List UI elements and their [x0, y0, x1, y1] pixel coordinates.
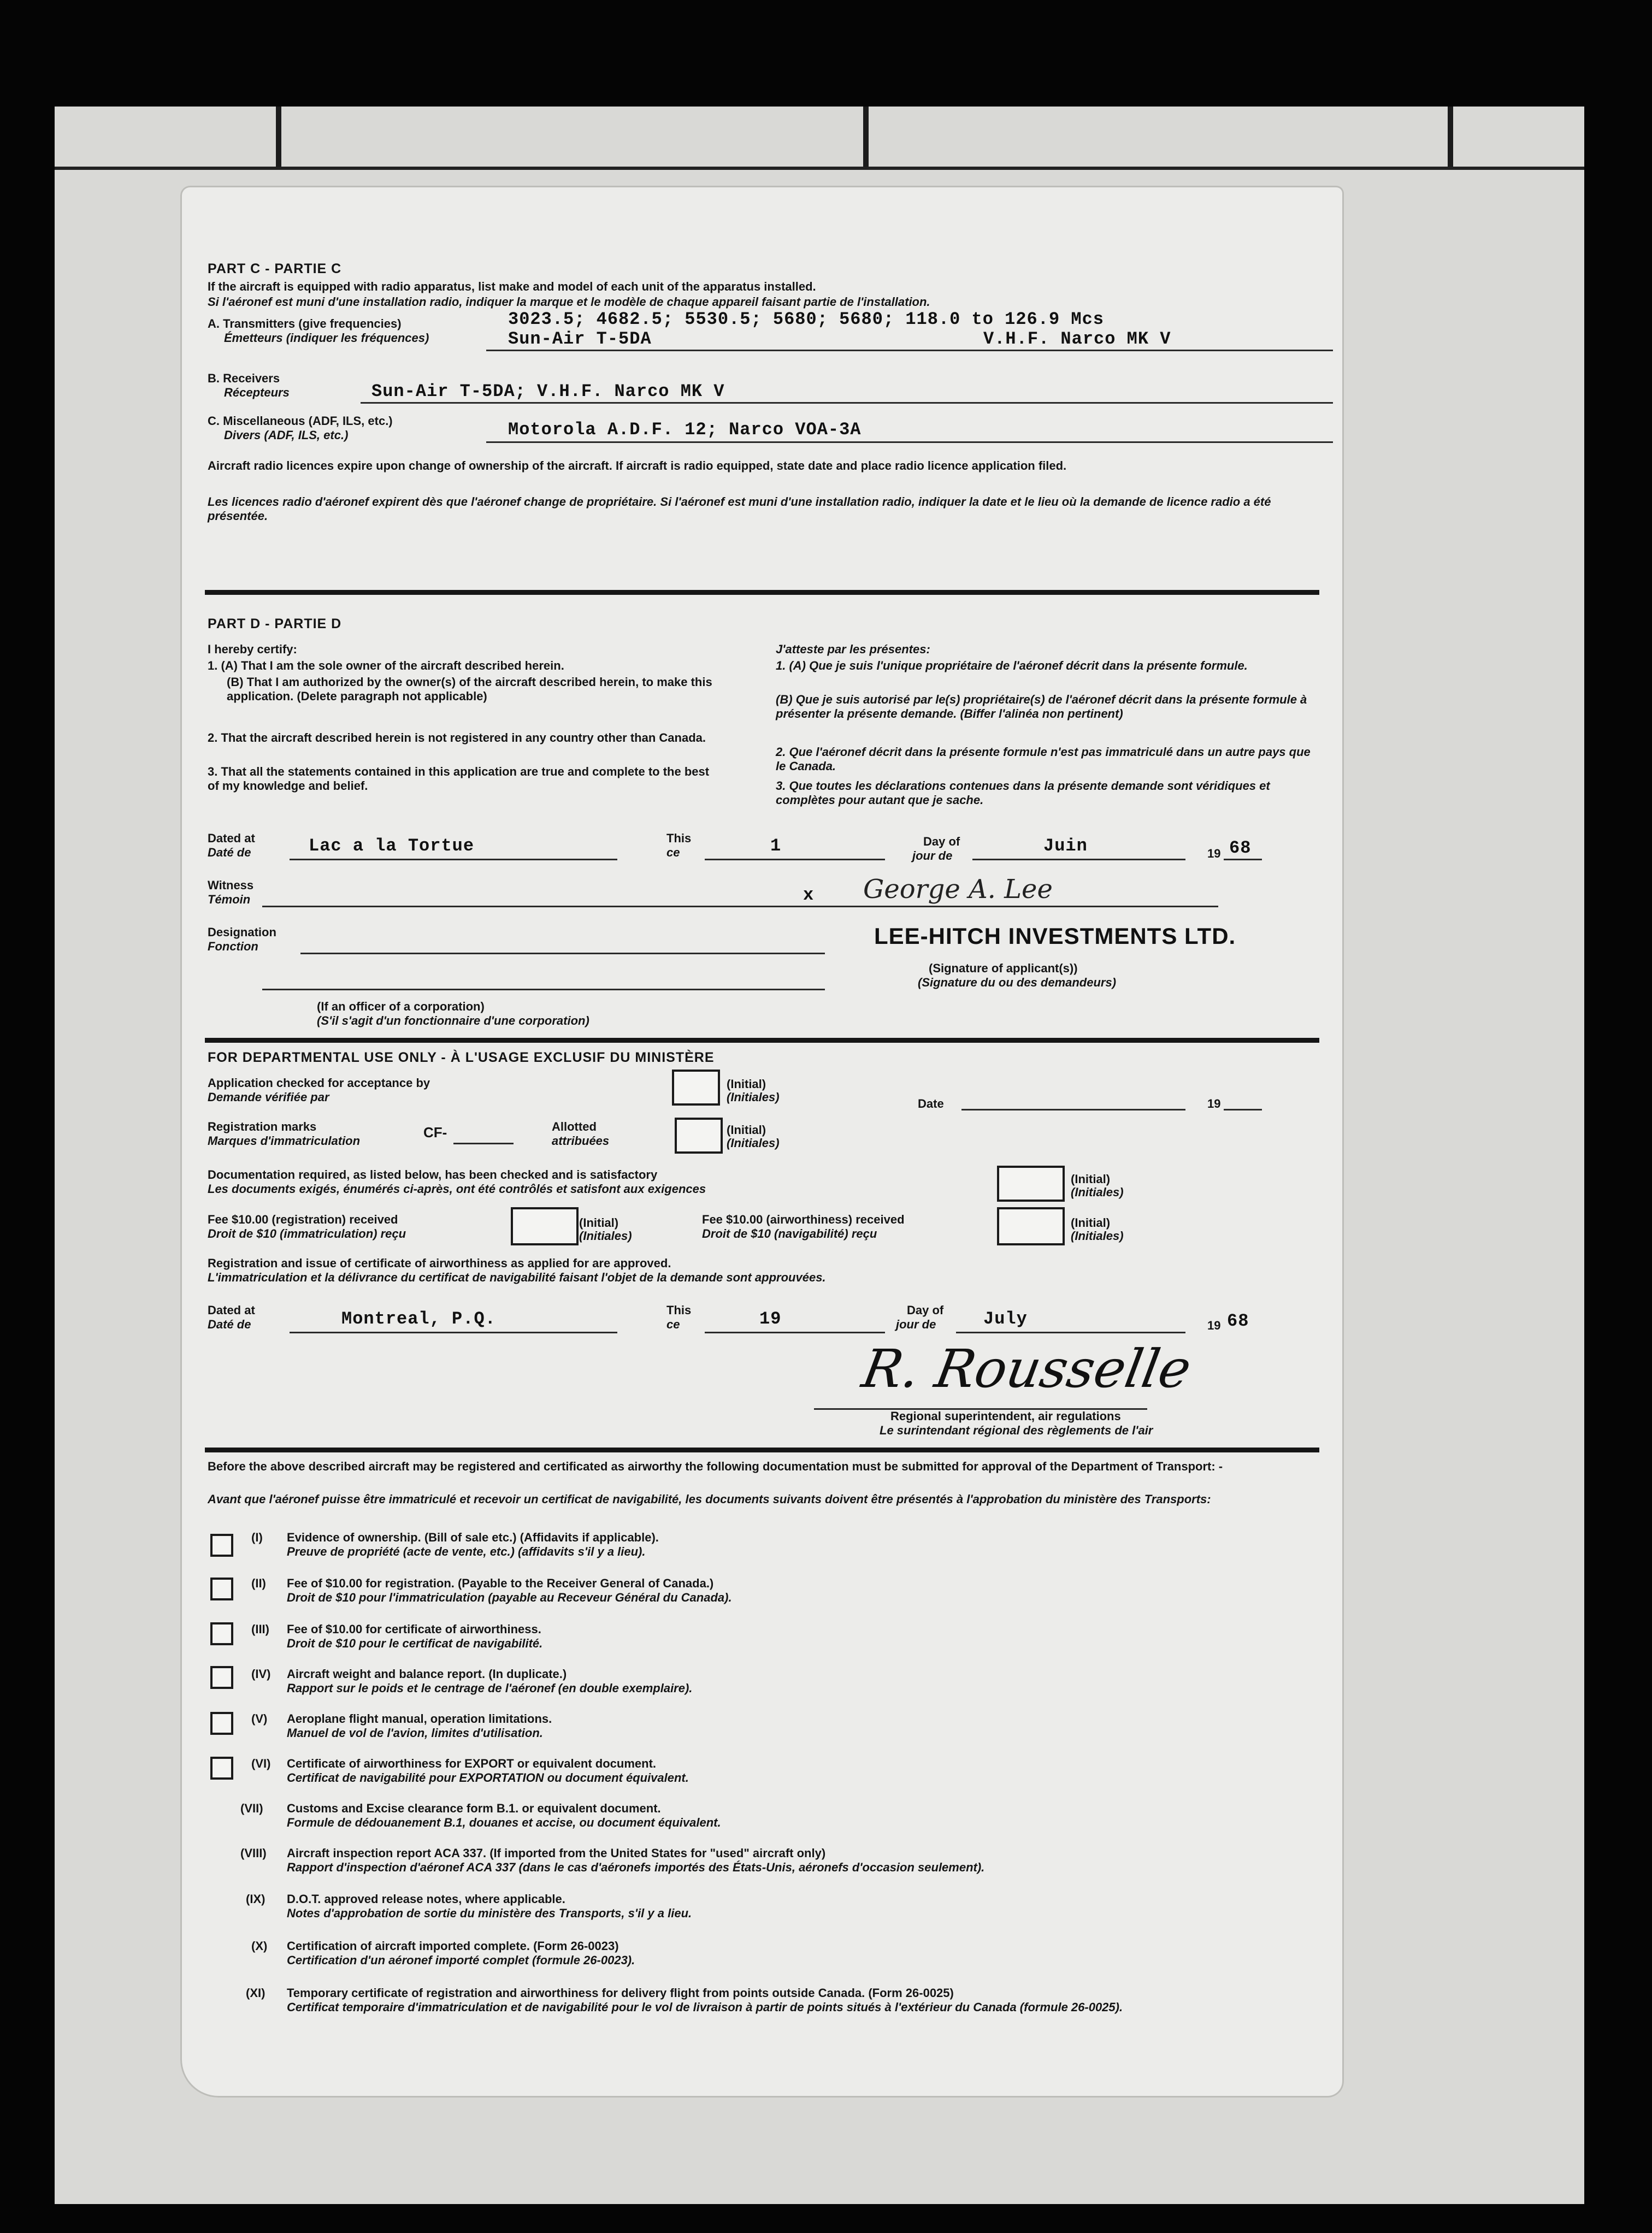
- underline: [486, 441, 1333, 443]
- underline: [1224, 1109, 1262, 1110]
- checked-label: Application checked for acceptance by: [208, 1076, 430, 1090]
- requirement-number: (VI): [251, 1757, 271, 1770]
- this-label-fr: ce: [666, 846, 680, 859]
- certify-item-fr-3: 2. Que l'aéronef décrit dans la présente formule n'est pas immatriculé dans un autre pays que le Canada.: [776, 745, 1311, 773]
- requirement-checkbox[interactable]: [210, 1757, 233, 1780]
- part-c-intro-en: If the aircraft is equipped with radio apparatus, list make and model of each unit of the apparatus installed.: [208, 280, 816, 293]
- initial-box-fee-air[interactable]: [997, 1207, 1065, 1245]
- misc-label: C. Miscellaneous (ADF, ILS, etc.): [208, 414, 393, 428]
- superintendent-signature: R. Rousselle: [858, 1338, 1196, 1399]
- initial-caption: (Initial): [727, 1077, 766, 1091]
- requirement-checkbox[interactable]: [210, 1712, 233, 1735]
- underline: [961, 1109, 1185, 1110]
- initial-caption-fr: (Initiales): [1071, 1185, 1124, 1199]
- transmitters-label-fr: Émetteurs (indiquer les fréquences): [224, 331, 429, 345]
- misc-label-fr: Divers (ADF, ILS, etc.): [224, 428, 349, 442]
- requirements-intro-en: Before the above described aircraft may be registered and certificated as airworthy the following documentation must be submitted for approval of the Department of Transport: -: [208, 1460, 1223, 1473]
- designation-label: Designation: [208, 925, 276, 939]
- certify-item-en-2: (B) That I am authorized by the owner(s) of the aircraft described herein, to make this application. (Delete paragraph not applicable): [227, 675, 712, 703]
- designation-line: [300, 953, 825, 954]
- requirement-text-en: Aircraft inspection report ACA 337. (If imported from the United States for "used" aircraft only): [287, 1846, 826, 1860]
- superintendent-caption: Regional superintendent, air regulations: [890, 1409, 1121, 1423]
- dept-dated-at-label-fr: Daté de: [208, 1318, 251, 1331]
- receivers-value: Sun-Air T-5DA; V.H.F. Narco MK V: [371, 381, 725, 401]
- transmitters-label: A. Transmitters (give frequencies): [208, 317, 402, 330]
- cf-prefix: CF-: [423, 1124, 447, 1141]
- requirement-number: (X): [251, 1939, 268, 1953]
- dept-dated-at-value: Montreal, P.Q.: [341, 1309, 496, 1329]
- dated-at-label: Dated at: [208, 831, 255, 845]
- requirement-text-en: Certificate of airworthiness for EXPORT or equivalent document.: [287, 1757, 657, 1770]
- officer-line: [262, 989, 825, 990]
- underline: [705, 859, 885, 860]
- underline: [486, 350, 1333, 351]
- fee-reg-label: Fee $10.00 (registration) received: [208, 1213, 398, 1226]
- superintendent-caption-fr: Le surintendant régional des règlements de l'air: [880, 1423, 1153, 1437]
- signature-caption-fr: (Signature du ou des demandeurs): [918, 976, 1117, 989]
- requirement-text-en: Certification of aircraft imported complete. (Form 26-0023): [287, 1939, 619, 1953]
- underline: [705, 1332, 885, 1333]
- part-c-intro-fr: Si l'aéronef est muni d'une installation radio, indiquer la marque et le modèle de chaque appareil faisant partie de l'installation.: [208, 295, 930, 309]
- underline: [1224, 859, 1262, 860]
- initial-caption-fr: (Initiales): [579, 1229, 632, 1243]
- receivers-label-fr: Récepteurs: [224, 386, 290, 399]
- date-label: Date: [918, 1097, 944, 1110]
- dept-year-prefix: 19: [1207, 1319, 1221, 1332]
- designation-label-fr: Fonction: [208, 940, 258, 953]
- certify-item-fr-4: 3. Que toutes les déclarations contenues dans la présente demande sont véridiques et complètes pour autant que je sache.: [776, 779, 1270, 807]
- application-form-page: [180, 186, 1344, 2098]
- date-year-prefix: 19: [1207, 1097, 1221, 1110]
- requirements-intro-fr: Avant que l'aéronef puisse être immatriculé et recevoir un certificat de navigabilité, les documents suivants doivent être présentés à l'approbation du ministère des Transports:: [208, 1492, 1211, 1506]
- misc-value: Motorola A.D.F. 12; Narco VOA-3A: [508, 420, 862, 440]
- dept-heading: FOR DEPARTMENTAL USE ONLY - À L'USAGE EXCLUSIF DU MINISTÈRE: [208, 1050, 715, 1065]
- initial-caption: (Initial): [727, 1123, 766, 1137]
- section-divider: [205, 590, 1319, 595]
- requirement-number: (IX): [246, 1892, 266, 1906]
- this-value: 1: [770, 836, 782, 856]
- dated-at-value: Lac a la Tortue: [309, 836, 475, 856]
- initial-caption: (Initial): [1071, 1172, 1111, 1186]
- requirement-number: (XI): [246, 1986, 266, 2000]
- reg-marks-label-fr: Marques d'immatriculation: [208, 1134, 361, 1148]
- requirement-checkbox[interactable]: [210, 1622, 233, 1645]
- part-d-heading: PART D - PARTIE D: [208, 616, 342, 631]
- underline: [361, 402, 1333, 404]
- certify-item-en-3: 2. That the aircraft described herein is not registered in any country other than Canada.: [208, 731, 706, 745]
- requirement-number: (III): [251, 1622, 269, 1636]
- dept-this-value: 19: [759, 1309, 782, 1329]
- requirement-text-fr: Certificat de navigabilité pour EXPORTATION ou document équivalent.: [287, 1771, 689, 1785]
- witness-label-fr: Témoin: [208, 893, 251, 906]
- reg-marks-label: Registration marks: [208, 1120, 317, 1133]
- requirement-text-fr: Manuel de vol de l'avion, limites d'utilisation.: [287, 1726, 543, 1740]
- requirement-text-en: Temporary certificate of registration and airworthiness for delivery flight from points outside Canada. (Form 26-0025): [287, 1986, 954, 2000]
- initial-box-docs[interactable]: [997, 1166, 1065, 1202]
- underline: [290, 1332, 617, 1333]
- frame-divider: [863, 107, 869, 167]
- dated-at-label-fr: Daté de: [208, 846, 251, 859]
- requirement-text-fr: Certification d'un aéronef importé complet (formule 26-0023).: [287, 1953, 635, 1967]
- fee-reg-label-fr: Droit de $10 (immatriculation) reçu: [208, 1227, 406, 1240]
- requirement-text-fr: Droit de $10 pour l'immatriculation (payable au Receveur Général du Canada).: [287, 1591, 732, 1604]
- dept-this-label: This: [666, 1303, 692, 1317]
- fee-air-label: Fee $10.00 (airworthiness) received: [702, 1213, 905, 1226]
- signature-caption: (Signature of applicant(s)): [929, 961, 1078, 975]
- transmitters-model: Sun-Air T-5DA: [508, 329, 652, 349]
- frame-divider: [1448, 107, 1453, 167]
- requirement-checkbox[interactable]: [210, 1578, 233, 1600]
- frame-header-strip: [55, 107, 1584, 170]
- certify-fr: J'atteste par les présentes:: [776, 642, 930, 656]
- requirement-text-fr: Notes d'approbation de sortie du ministère des Transports, s'il y a lieu.: [287, 1906, 692, 1920]
- requirement-number: (V): [251, 1712, 268, 1726]
- certify-item-fr-1: 1. (A) Que je suis l'unique propriétaire de l'aéronef décrit dans la présente formule.: [776, 659, 1248, 672]
- year-value: 68: [1229, 838, 1252, 858]
- requirement-text-en: Fee of $10.00 for registration. (Payable to the Receiver General of Canada.): [287, 1576, 714, 1590]
- this-label: This: [666, 831, 692, 845]
- section-divider: [205, 1038, 1319, 1043]
- requirement-checkbox[interactable]: [210, 1534, 233, 1557]
- underline: [956, 1332, 1185, 1333]
- certify-item-en-4: 3. That all the statements contained in this application are true and complete to the best of my knowledge and belief.: [208, 765, 710, 793]
- initial-caption: (Initial): [1071, 1216, 1111, 1230]
- transmitters-vhf-model: V.H.F. Narco MK V: [983, 329, 1171, 349]
- requirement-text-fr: Certificat temporaire d'immatriculation et de navigabilité pour le vol de livraison à partir de points situés à l'extérieur du Canada (formule 26-0025).: [287, 2000, 1123, 2014]
- day-of-label: Day of: [923, 835, 960, 848]
- signature-mark: x: [803, 885, 815, 905]
- initial-box-fee-reg[interactable]: [511, 1207, 579, 1245]
- requirement-number: (IV): [251, 1667, 271, 1681]
- dept-day-of-value: July: [983, 1309, 1028, 1329]
- underline: [972, 859, 1185, 860]
- requirement-text-fr: Preuve de propriété (acte de vente, etc.) (affidavits s'il y a lieu).: [287, 1545, 646, 1558]
- requirement-text-en: Aeroplane flight manual, operation limitations.: [287, 1712, 552, 1726]
- requirement-text-fr: Rapport d'inspection d'aéronef ACA 337 (dans le cas d'aéronefs importés des États-Unis, aéronefs d'occasion seulement).: [287, 1860, 985, 1874]
- checked-label-fr: Demande vérifiée par: [208, 1090, 329, 1104]
- day-of-value: Juin: [1043, 836, 1088, 856]
- requirement-number: (VII): [240, 1801, 263, 1815]
- requirement-text-en: D.O.T. approved release notes, where applicable.: [287, 1892, 565, 1906]
- requirement-text-fr: Droit de $10 pour le certificat de navigabilité.: [287, 1637, 543, 1650]
- initial-box-checked[interactable]: [672, 1070, 720, 1106]
- requirement-text-en: Evidence of ownership. (Bill of sale etc.) (Affidavits if applicable).: [287, 1531, 659, 1544]
- dept-dated-at-label: Dated at: [208, 1303, 255, 1317]
- requirement-text-en: Fee of $10.00 for certificate of airworthiness.: [287, 1622, 541, 1636]
- certify-item-fr-2: (B) Que je suis autorisé par le(s) propriétaire(s) de l'aéronef décrit dans la présente formule à présenter la présente demande. (Biffer l'alinéa non pertinent): [776, 693, 1307, 720]
- officer-caption-fr: (S'il s'agit d'un fonctionnaire d'une corporation): [317, 1014, 589, 1027]
- docs-checked-label-fr: Les documents exigés, énumérés ci-après, ont été contrôlés et satisfont aux exigences: [208, 1182, 706, 1196]
- dept-day-of-label: Day of: [907, 1303, 944, 1317]
- issue-approved-label: Registration and issue of certificate of airworthiness as applied for are approved.: [208, 1256, 671, 1270]
- transmitters-frequencies: 3023.5; 4682.5; 5530.5; 5680; 5680; 118.0 to 126.9 Mcs: [508, 309, 1104, 329]
- officer-caption: (If an officer of a corporation): [317, 1000, 485, 1013]
- initial-caption-fr: (Initiales): [727, 1136, 780, 1150]
- requirement-checkbox[interactable]: [210, 1666, 233, 1689]
- section-divider: [205, 1448, 1319, 1452]
- dept-this-label-fr: ce: [666, 1318, 680, 1331]
- part-c-heading: PART C - PARTIE C: [208, 261, 342, 276]
- certify-en: I hereby certify:: [208, 642, 297, 656]
- requirement-text-fr: Rapport sur le poids et le centrage de l'aéronef (en double exemplaire).: [287, 1681, 693, 1695]
- applicant-signature: George A. Lee: [863, 874, 1053, 905]
- dept-day-of-label-fr: jour de: [896, 1318, 936, 1331]
- underline: [453, 1143, 514, 1144]
- signature-line: [825, 906, 1218, 907]
- requirement-number: (II): [251, 1576, 266, 1590]
- requirement-text-en: Aircraft weight and balance report. (In duplicate.): [287, 1667, 567, 1681]
- certify-item-en-1: 1. (A) That I am the sole owner of the aircraft described herein.: [208, 659, 564, 672]
- day-of-label-fr: jour de: [912, 849, 953, 863]
- underline: [290, 859, 617, 860]
- requirement-text-en: Customs and Excise clearance form B.1. or equivalent document.: [287, 1801, 661, 1815]
- year-prefix: 19: [1207, 847, 1221, 860]
- licence-note-en: Aircraft radio licences expire upon change of ownership of the aircraft. If aircraft is radio equipped, state date and place radio licence application filed.: [208, 459, 1067, 472]
- issue-approved-label-fr: L'immatriculation et la délivrance du certificat de navigabilité faisant l'objet de la demande sont approuvées.: [208, 1271, 826, 1284]
- licence-note-fr: Les licences radio d'aéronef expirent dès que l'aéronef change de propriétaire. Si l'aéronef est muni d'une installation radio, indiquer la date et le lieu où la demande de licence radio a été présentée.: [208, 495, 1271, 523]
- initial-caption-fr: (Initiales): [1071, 1229, 1124, 1243]
- requirement-text-fr: Formule de dédouanement B.1, douanes et accise, ou document équivalent.: [287, 1816, 721, 1829]
- dept-year-value: 68: [1227, 1311, 1249, 1331]
- receivers-label: B. Receivers: [208, 371, 280, 385]
- requirement-number: (I): [251, 1531, 263, 1544]
- witness-line: [262, 906, 825, 907]
- company-stamp: LEE-HITCH INVESTMENTS LTD.: [874, 923, 1236, 949]
- witness-label: Witness: [208, 878, 254, 892]
- allotted-label-fr: attribuées: [552, 1134, 610, 1148]
- frame-divider: [276, 107, 281, 167]
- initial-caption-fr: (Initiales): [727, 1090, 780, 1104]
- initial-caption: (Initial): [579, 1216, 619, 1230]
- fee-air-label-fr: Droit de $10 (navigabilité) reçu: [702, 1227, 877, 1240]
- allotted-label: Allotted: [552, 1120, 597, 1133]
- docs-checked-label: Documentation required, as listed below, has been checked and is satisfactory: [208, 1168, 658, 1182]
- initial-box-allotted[interactable]: [675, 1118, 723, 1154]
- requirement-number: (VIII): [240, 1846, 267, 1860]
